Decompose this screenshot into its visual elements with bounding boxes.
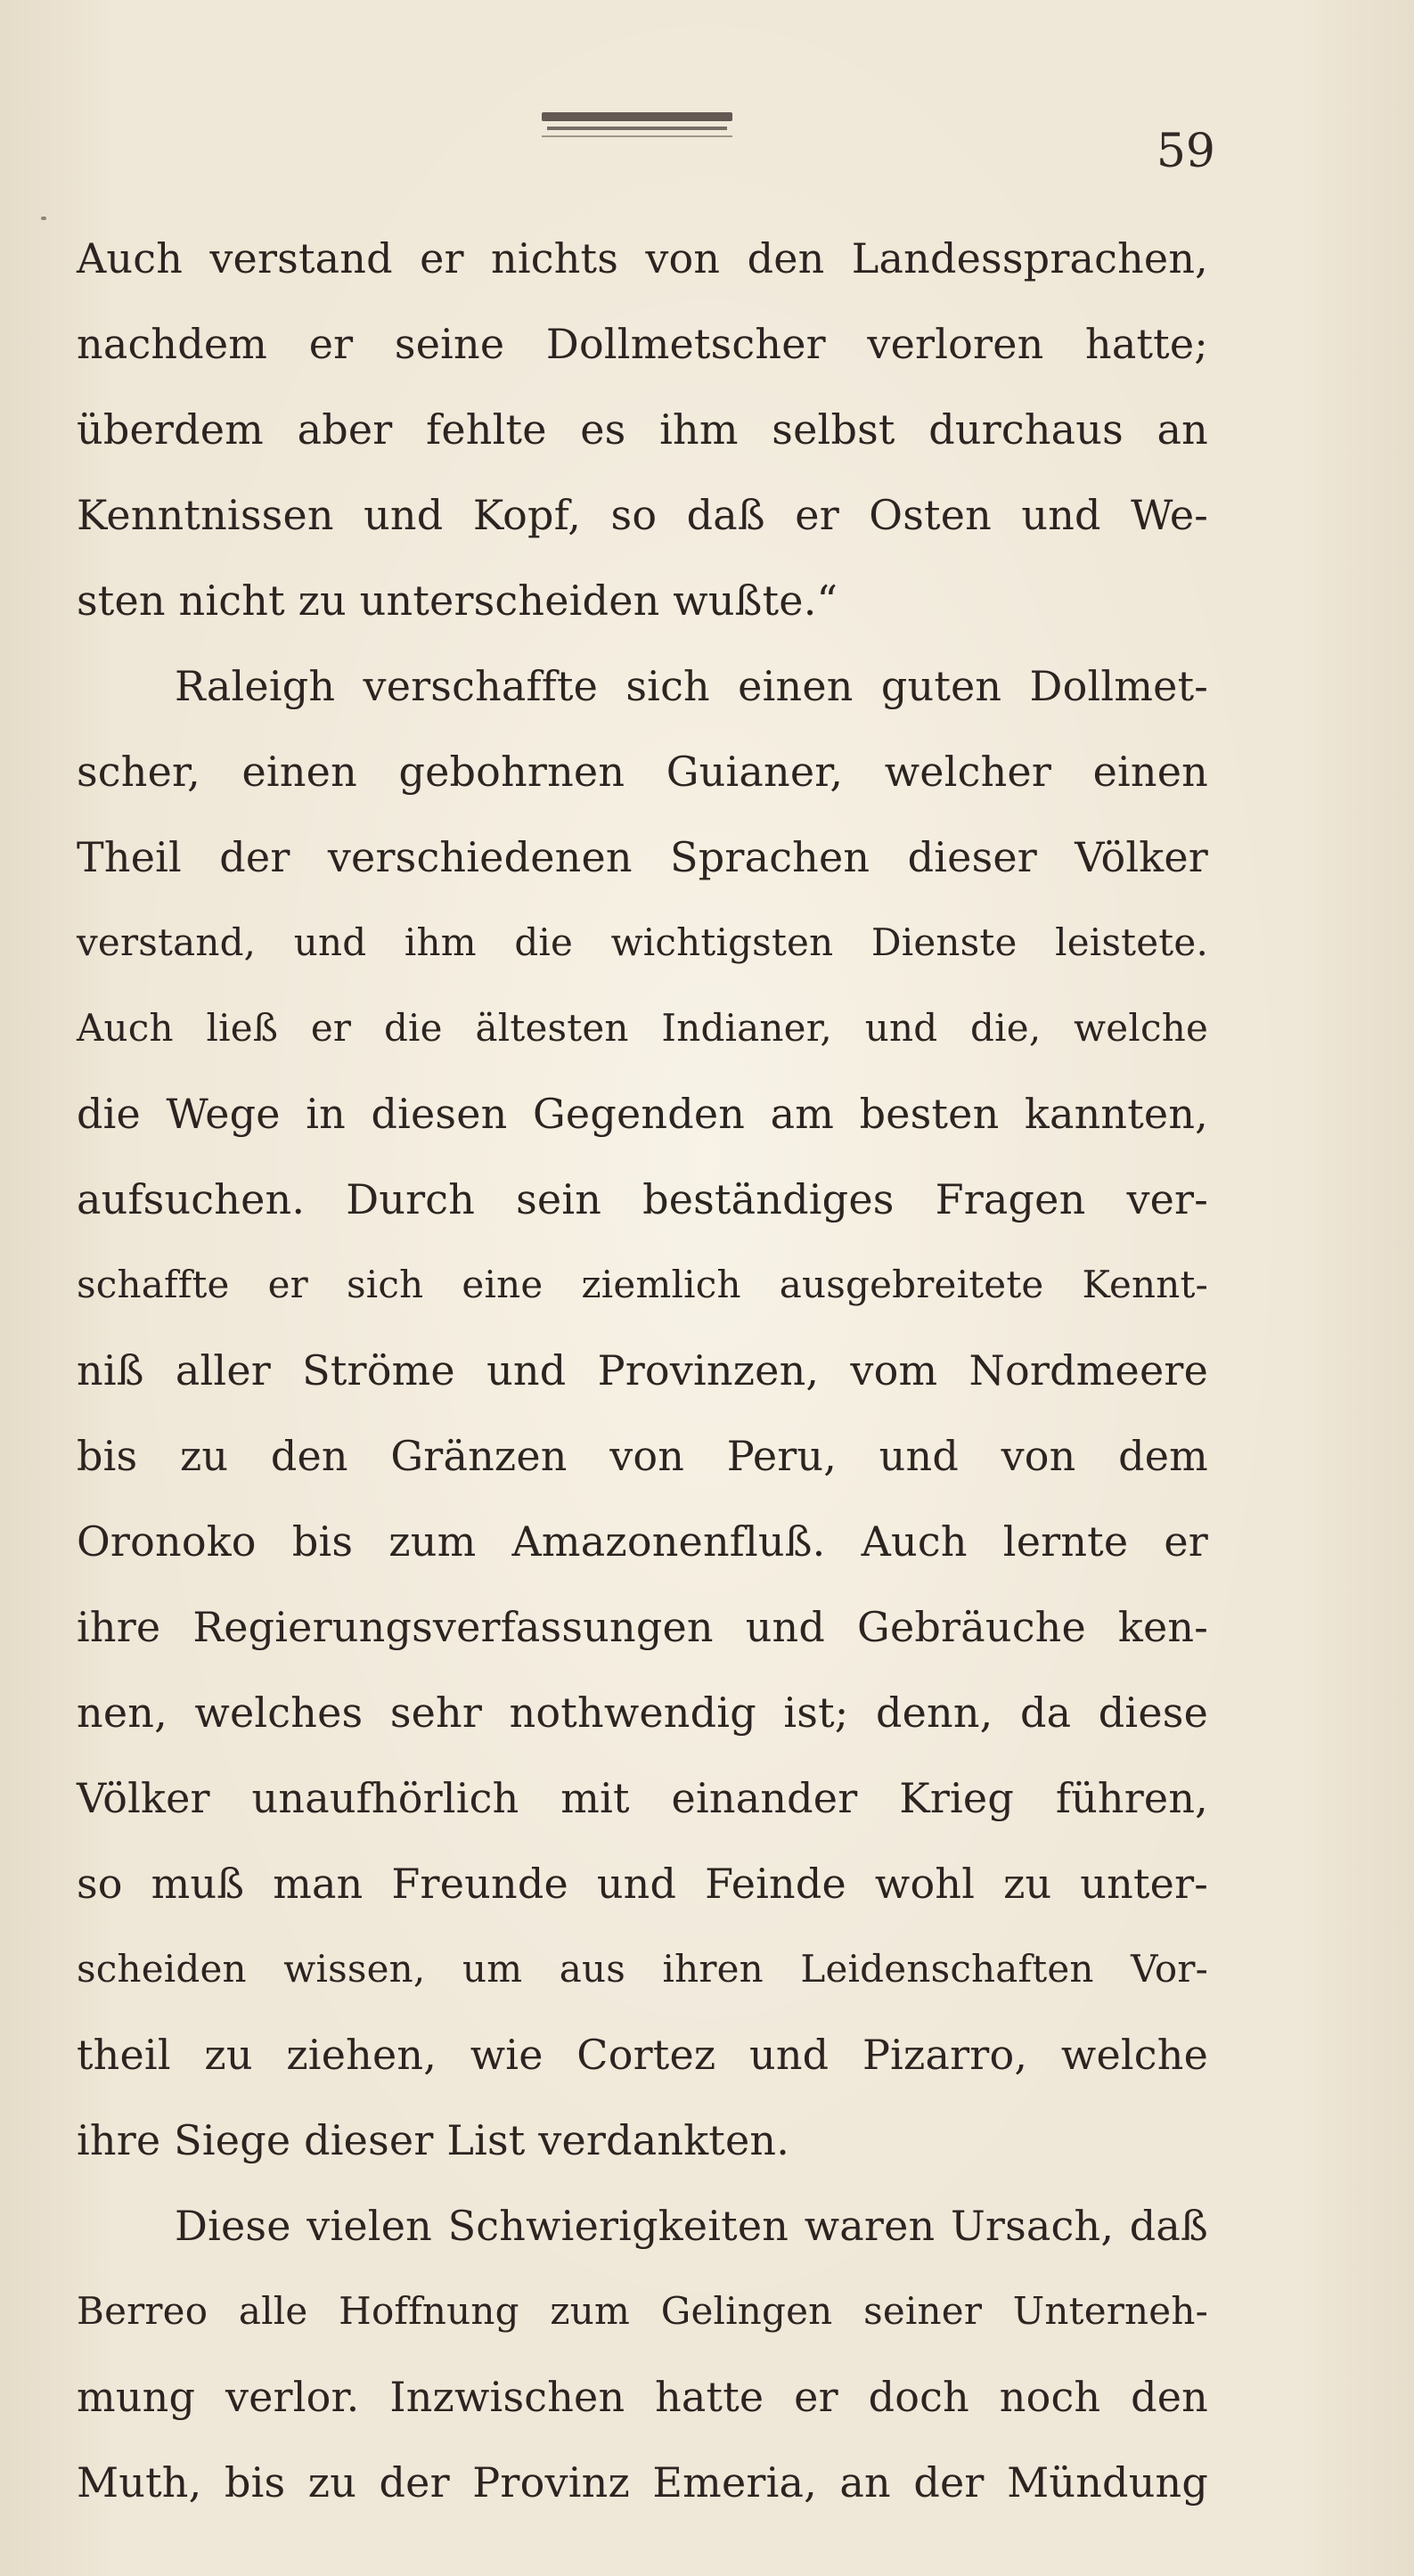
text-line: niß aller Ströme und Provinzen, vom Nordmeere bbox=[77, 1346, 1208, 1394]
text-line: Theil der verschiedenen Sprachen dieser Völker bbox=[77, 833, 1208, 881]
text-line: so muß man Freunde und Feinde wohl zu unter- bbox=[77, 1860, 1208, 1908]
text-line: Kenntnissen und Kopf, so daß er Osten und We- bbox=[77, 491, 1208, 539]
text-line: schaffte er sich eine ziemlich ausgebreitete Kennt- bbox=[77, 1263, 1208, 1306]
text-line: die Wege in diesen Gegenden am besten kannten, bbox=[77, 1090, 1208, 1138]
text-line: ihre Regierungsverfassungen und Gebräuche ken- bbox=[77, 1603, 1208, 1651]
text-line: Muth, bis zu der Provinz Emeria, an der Mündung bbox=[77, 2458, 1208, 2506]
text-line: Berreo alle Hoffnung zum Gelingen seiner Unterneh- bbox=[77, 2289, 1208, 2333]
text-line: Auch verstand er nichts von den Landessprachen, bbox=[77, 234, 1208, 282]
text-line: mung verlor. Inzwischen hatte er doch noch den bbox=[77, 2373, 1208, 2421]
text-line: nachdem er seine Dollmetscher verloren hatte; bbox=[77, 320, 1208, 368]
text-line: scher, einen gebohrnen Guianer, welcher einen bbox=[77, 748, 1208, 796]
text-line: Oronoko bis zum Amazonenfluß. Auch lernte er bbox=[77, 1517, 1208, 1566]
text-line: nen, welches sehr nothwendig ist; denn, da diese bbox=[77, 1689, 1208, 1737]
text-line: sten nicht zu unterscheiden wußte.“ bbox=[77, 577, 838, 625]
ornament-bar-bottom bbox=[542, 135, 732, 137]
text-line: aufsuchen. Durch sein beständiges Fragen ver- bbox=[77, 1175, 1208, 1223]
text-line: ihre Siege dieser List verdankten. bbox=[77, 2116, 790, 2164]
text-line: Diese vielen Schwierigkeiten waren Ursach, daß bbox=[175, 2202, 1208, 2250]
header-ornament-rule bbox=[542, 112, 732, 143]
page-number: 59 bbox=[1156, 125, 1215, 178]
ornament-bar-top bbox=[542, 112, 732, 121]
text-line: verstand, und ihm die wichtigsten Dienste leistete. bbox=[77, 920, 1208, 964]
text-line: theil zu ziehen, wie Cortez und Pizarro, welche bbox=[77, 2031, 1208, 2079]
text-line: Raleigh verschaffte sich einen guten Dollmet- bbox=[175, 662, 1208, 710]
text-line: bis zu den Gränzen von Peru, und von dem bbox=[77, 1432, 1208, 1480]
margin-mark bbox=[41, 217, 46, 220]
text-line: Auch ließ er die ältesten Indianer, und die, welche bbox=[77, 1006, 1208, 1050]
ornament-bar-middle bbox=[547, 127, 727, 130]
text-line: scheiden wissen, um aus ihren Leidenschaften Vor- bbox=[77, 1947, 1208, 1991]
text-line: überdem aber fehlte es ihm selbst durchaus an bbox=[77, 405, 1208, 454]
text-line: Völker unaufhörlich mit einander Krieg führen, bbox=[77, 1774, 1208, 1822]
